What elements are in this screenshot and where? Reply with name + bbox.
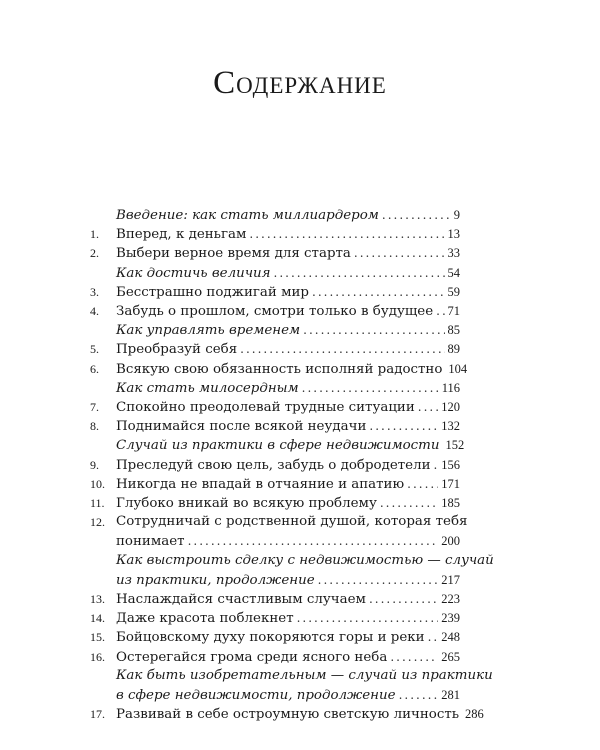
toc-entry-title: в сфере недвижимости, продолжение [116,688,396,703]
toc-entry-page-number: 33 [447,246,460,261]
toc-entry [90,474,460,494]
toc-entry-page-number: 116 [441,380,460,395]
toc-entry-number: 2. [90,246,99,261]
toc-entry-body [116,263,460,284]
toc-entry [90,685,460,705]
toc-entry-body [116,570,460,591]
toc-entry-title: Введение: как стать миллиардером [116,208,379,223]
toc-entry [90,301,460,321]
toc-entry-page-number: 200 [441,534,460,549]
toc-dot-leader [418,397,438,417]
toc-entry-number: 12. [90,515,105,530]
toc-entry-title: Как достичь величия [116,265,271,281]
toc-entry-title: Спокойно преодолевай трудные ситуации [116,400,415,415]
toc-dot-leader [249,224,444,244]
toc-entry-body [116,224,460,245]
toc-entry [90,243,460,263]
toc-dot-leader [188,531,439,551]
toc-entry-title: Бойцовскому духу покоряются горы и реки [116,630,425,646]
toc-entry-body [116,282,460,303]
toc-entry-number: 15. [90,630,105,645]
toc-entry-title: Поднимайся после всякой неудачи [116,419,367,435]
toc-entry-number: 3. [90,284,99,299]
toc-dot-leader [297,608,439,628]
toc-entry-title: Наслаждайся счастливым случаем [116,592,366,607]
toc-entry-page-number: 120 [441,400,460,414]
toc-entry [90,397,460,417]
toc-entry [90,647,460,667]
toc-entry-body [116,647,460,668]
toc-entry-page-number: 171 [441,476,460,491]
toc-entry-page-number: 71 [447,304,460,318]
toc-entry-body [116,378,460,399]
toc-entry-number: 8. [90,419,99,434]
toc-entry [90,224,460,244]
toc-entry-body [116,627,460,648]
toc-entry-number: 5. [90,342,99,357]
toc-entry-body [116,205,460,226]
toc-entry [90,455,460,475]
toc-dot-leader [436,301,444,321]
toc-entry [90,666,493,686]
toc-dot-leader [369,589,438,609]
toc-entry-number: 1. [90,227,99,242]
toc-entry [90,531,460,551]
toc-entry-number: 16. [90,649,105,664]
toc-entry-page-number: 217 [441,572,460,587]
toc-dot-leader [434,455,439,475]
toc-entry-page-number: 9 [453,208,460,222]
toc-entry-page-number: 156 [441,457,460,472]
toc-entry [90,339,460,359]
page-title: Содержание [213,65,387,101]
toc-entry-body [116,666,493,686]
toc-dot-leader [407,474,438,494]
toc-entry-body [116,301,460,322]
toc-entry-title: Даже красота поблекнет [116,611,294,627]
toc-dot-leader [302,378,439,398]
toc-entry-number: 17. [90,707,105,722]
toc-entry-title: Случай из практики в сфере недвижимости [116,438,440,454]
toc-entry-body [116,416,460,437]
toc-entry [90,551,494,571]
toc-entry [90,608,460,628]
toc-entry-body [116,455,460,476]
toc-entry-page-number: 223 [441,592,460,606]
toc-entry [90,359,468,379]
toc-entry-number: 11. [90,496,105,510]
toc-dot-leader [380,493,438,513]
toc-entry-number: 13. [90,592,105,606]
toc-entry [90,320,460,340]
toc-entry-title: Сотрудничай с родственной душой, которая тебя [116,514,468,530]
toc-dot-leader [382,205,451,225]
toc-entry [90,512,468,532]
toc-dot-leader [240,339,444,359]
toc-entry [90,704,484,724]
toc-entry-title: Бесстрашно поджигай мир [116,284,309,300]
toc-entry [90,205,460,225]
toc-entry [90,282,460,302]
toc-entry-title: Никогда не впадай в отчаяние и апатию [116,476,405,492]
toc-entry-body [116,589,460,610]
toc-entry-number: 10. [90,476,105,491]
toc-entry-body [116,474,460,495]
toc-entry [90,378,460,398]
toc-entry-body [116,435,465,456]
toc-entry-body [116,704,484,725]
toc-entry-body [116,339,460,360]
toc-entry-body [116,531,460,552]
toc-entry-title: Выбери верное время для старта [116,246,351,262]
toc-entry-title: Вперед, к деньгам [116,227,247,243]
toc-entry [90,627,460,647]
toc-dot-leader [399,685,439,705]
toc-entry-body [116,243,460,264]
toc-entry-page-number: 85 [447,323,460,338]
toc-entry [90,493,460,513]
toc-entry-title: понимает [116,534,185,550]
toc-entry-body [116,608,460,629]
toc-entry-title: Преобразуй себя [116,342,238,358]
toc-entry-page-number: 54 [447,265,460,280]
toc-dot-leader [390,647,438,667]
toc-entry-page-number: 152 [445,438,465,453]
toc-entry-title: Как быть изобретательным — случай из практики [116,667,493,683]
toc-entry-title: Как управлять временем [116,323,301,339]
toc-dot-leader [354,243,445,263]
toc-entry-page-number: 59 [447,284,460,299]
toc-entry-number: 6. [90,361,99,376]
toc-entry-body [116,397,460,418]
toc-dot-leader [369,416,438,436]
toc-entry-title: Преследуй свою цель, забудь о добродетели [116,457,431,473]
toc-entry-title: из практики, продолжение [116,572,315,588]
toc-entry [90,570,460,590]
toc-entry-page-number: 265 [441,649,460,664]
toc-entry-body [116,551,494,571]
toc-entry-title: Остерегайся грома среди ясного неба [116,649,388,665]
toc-entry-title: Забудь о прошлом, смотри только в будущее [116,304,434,319]
toc-entry-title: Как выстроить сделку с недвижимостью — случай [116,552,494,568]
toc-dot-leader [428,627,439,647]
toc-entry-body [116,320,460,341]
toc-dot-leader [318,570,439,590]
toc-entry-page-number: 13 [447,227,460,242]
toc-dot-leader [303,320,444,340]
toc-entry-page-number: 239 [441,611,460,626]
toc-entry [90,416,460,436]
toc-entry-number: 14. [90,611,105,626]
toc-entry-body [116,359,468,380]
toc-entry-page-number: 132 [441,419,460,434]
toc-dot-leader [274,263,445,283]
toc-entry-body [116,493,460,514]
toc-entry-body [116,685,460,706]
toc-entry-page-number: 286 [465,707,484,722]
toc-entry-title: Глубоко вникай во всякую проблему [116,496,377,511]
toc-entry-title: Всякую свою обязанность исполняй радостно [116,361,443,377]
toc-dot-leader [312,282,445,302]
toc-entry-page-number: 281 [441,688,460,702]
toc-entry [90,263,460,283]
toc-entry-title: Как стать милосердным [116,380,299,396]
toc-entry-page-number: 185 [441,496,460,510]
toc-entry-page-number: 104 [448,361,468,376]
toc-entry-body [116,512,468,532]
toc-entry-number: 4. [90,304,99,318]
toc-entry-number: 7. [90,400,99,414]
toc-entry-title: Развивай в себе остроумную светскую личность [116,707,460,723]
toc-entry [90,589,460,609]
toc-entry-page-number: 248 [441,630,460,645]
toc-entry [90,435,465,455]
toc-entry-number: 9. [90,457,99,472]
toc-entry-page-number: 89 [447,342,460,357]
